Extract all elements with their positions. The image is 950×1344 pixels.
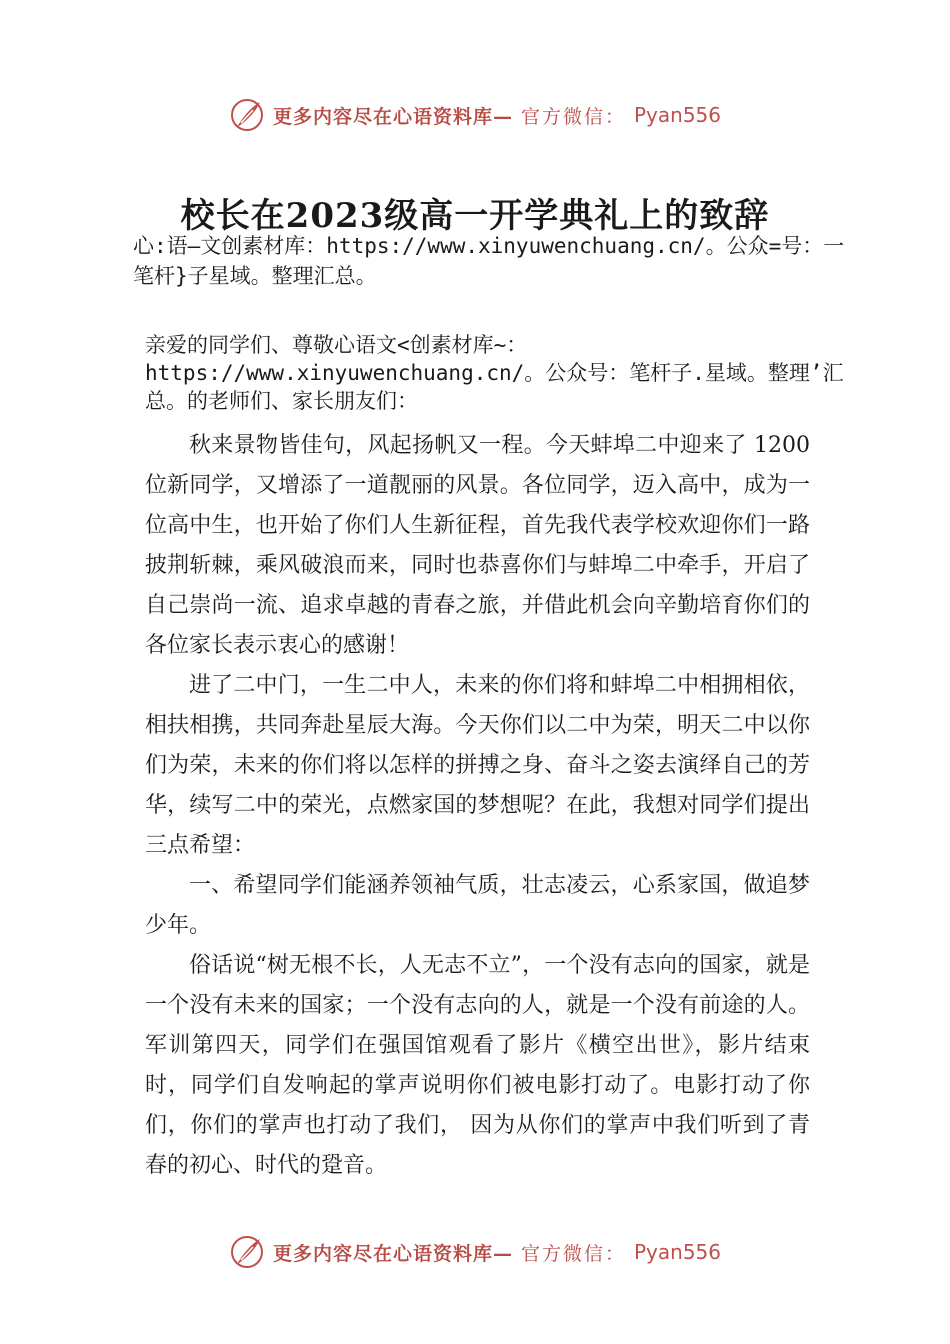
banner-wechat-id: Pyan556: [634, 1240, 722, 1264]
banner-text: 更多内容尽在心语资料库—: [272, 1242, 513, 1265]
paragraph: 进了二中门，一生二中人，未来的你们将和蚌埠二中相拥相依，相扶相携，共同奔赴星辰大海。今天你们以二中为荣，明天二中以你们为荣，未来的你们将以怎样的拼搏之身、奋斗之姿去演绎自己的芳华，续写二中的荣光，点燃家国的梦想呢？在此，我想对同学们提出三点希望：: [145, 673, 810, 858]
paragraph: 一、希望同学们能涵养领袖气质，壮志凌云，心系家国，做追梦少年。: [145, 873, 810, 938]
speech-body: [145, 426, 810, 1186]
banner-wechat-id: Pyan556: [634, 103, 722, 127]
quill-pen-logo-icon: [229, 97, 265, 133]
banner-wechat-label: 官方微信：: [520, 105, 626, 128]
paragraph: 俗话说“树无根不长，人无志不立”，一个没有志向的国家，就是一个没有未来的国家；一个没有志向的人，就是一个没有前途的人。军训第四天，同学们在强国馆观看了影片《横空出世》，影片结束时，同学们自发响起的掌声说明你们被电影打动了。电影打动了你们，你们的掌声也打动了我们， 因为从你们的掌声中我们听到了青春的初心、时代的跫音。: [145, 953, 810, 1178]
banner-wechat-label: 官方微信：: [520, 1242, 626, 1265]
quill-pen-logo-icon: [229, 1234, 265, 1270]
source-note: 心:语—文创素材库：https://www.xinyuwenchuang.cn/。公众=号：一笔杆}子星域。整理汇总。: [133, 234, 845, 288]
document-title: 校长在2023级高一开学典礼上的致辞: [180, 196, 770, 236]
header-banner: [0, 95, 950, 135]
paragraph: 秋来景物皆佳句，风起扬帆又一程。今天蚌埠二中迎来了 1200 位新同学，又增添了一道靓丽的风景。各位同学，迈入高中，成为一位高中生，也开始了你们人生新征程，首先我代表学校欢迎你们一路披荆斩棘，乘风破浪而来，同时也恭喜你们与蚌埠二中牵手，开启了自己崇尚一流、追求卓越的青春之旅，并借此机会向辛勤培育你们的各位家长表示衷心的感谢！: [145, 433, 810, 658]
banner-text: 更多内容尽在心语资料库—: [272, 105, 513, 128]
footer-banner: [0, 1232, 950, 1272]
greeting: 亲爱的同学们、尊敬心语文<创素材库~：https://www.xinyuwenchuang.cn/。公众号：笔杆子.星域。整理’汇总。的老师们、家长朋友们：: [145, 333, 844, 413]
